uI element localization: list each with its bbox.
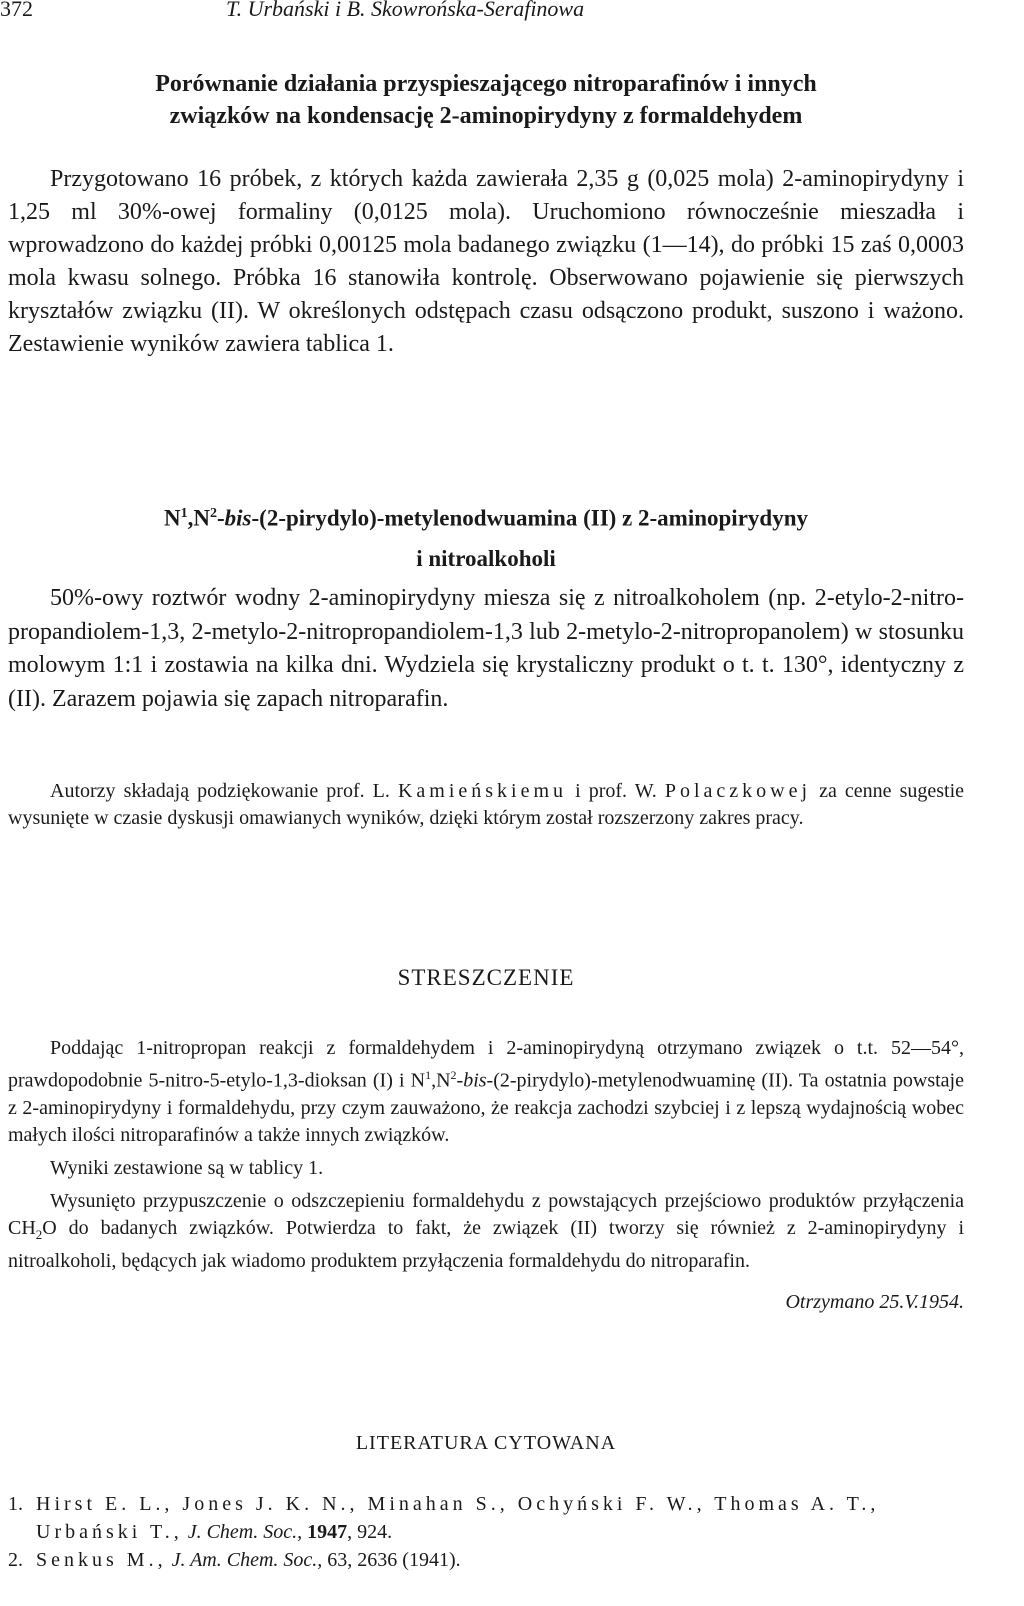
section2-title-line2: i nitroalkoholi bbox=[416, 545, 556, 571]
section2-body bbox=[8, 582, 964, 716]
reference-pages: 63, 2636 (1941). bbox=[327, 1549, 461, 1571]
title-rest: -(2-pirydylo)-metylenodwuamina (II) z 2-aminopirydyny bbox=[251, 505, 808, 531]
page-number: 372 bbox=[0, 0, 33, 21]
section2-paragraph: 50%-owy roztwór wodny 2-aminopirydyny miesza się z nitroalkoholem (np. 2-etylo-2-nitro-propandiolem-1,3, 2-metylo-2-nitropropandiolem-1,3 lub 2-metylo-2-nitropropanolem) w stosunku molowym 1:1 i zostawia na kilka dni. Wydziela się krystaliczny produkt o t. t. 130°, identyczny z (II). Zarazem pojawia się zapach nitroparafin. bbox=[8, 585, 964, 712]
summary-p2: Wyniki zestawione są w tablicy 1. bbox=[50, 1156, 324, 1179]
title-n1: N bbox=[164, 505, 181, 531]
running-title: T. Urbański i B. Skowrońska-Serafinowa bbox=[226, 0, 585, 21]
ack-pre: Autorzy składają podziękowanie prof. L. bbox=[50, 780, 398, 802]
reference-year: 1947 bbox=[307, 1521, 348, 1543]
summary-p3-a: Wysunięto przypuszczenie o odszczepieniu formaldehydu z powstających przejściowo produktów przyłączenia CH bbox=[8, 1189, 964, 1239]
received-date: Otrzymano 25.V.1954. bbox=[785, 1290, 964, 1313]
title-bis: bis bbox=[224, 505, 252, 531]
summary-p1-b: ,N bbox=[431, 1069, 451, 1092]
reference-1 bbox=[8, 1490, 964, 1546]
summary-p1-sup2: 2 bbox=[450, 1068, 457, 1082]
title-sup2: 2 bbox=[210, 506, 217, 521]
ack-post: za cenne sugestie wysunięte w czasie dyskusji omawianych wyników, dzięki którym został rozszerzony zakres pracy. bbox=[8, 780, 964, 829]
summary-p3-sub: 2 bbox=[35, 1226, 43, 1242]
reference-journal: J. Am. Chem. Soc., bbox=[171, 1549, 323, 1571]
summary-p1-sup1: 1 bbox=[425, 1068, 432, 1082]
section1-paragraph: Przygotowano 16 próbek, z których każda zawierała 2,35 g (0,025 mola) 2-aminopirydyny i 1,25 ml 30%-owej formaliny (0,0125 mola). Uruchomiono równocześnie mieszadła i wprowadzono do każdej próbki 0,00125 mola badanego związku (1—14), do próbki 15 zaś 0,0003 mola kwasu solnego. Próbka 16 stanowiła kontrolę. Obserwowano pojawienie się pierwszych kryształów związku (II). W określonych odstępach czasu odsączono produkt, suszono i ważono. Zestawienie wyników zawiera tablica 1. bbox=[8, 166, 964, 357]
references bbox=[8, 1490, 964, 1574]
reference-authors: Hirst E. L., Jones J. K. N., Minahan S., Ochyński F. W., Thomas A. T., Urbański T., bbox=[36, 1493, 880, 1543]
section2-title-line1 bbox=[8, 494, 964, 539]
title-sup1: 1 bbox=[180, 506, 188, 521]
running-header bbox=[0, 0, 1000, 24]
summary-p1-c: - bbox=[456, 1069, 464, 1092]
summary-p1-d: -(2-pirydylo)-metylenodwuaminę (II). Ta ostatnia powstaje z 2-aminopirydyny i formaldehydu, przy czym zauważono, że reakcja zachodzi szybciej i z lepszą wydajnością wobec małych ilości nitroparafinów a także innych związków. bbox=[8, 1069, 964, 1146]
reference-pages: , 924. bbox=[347, 1521, 393, 1543]
summary-body bbox=[8, 1035, 964, 1316]
ack-paragraph bbox=[8, 778, 964, 832]
summary-p3 bbox=[8, 1188, 964, 1275]
ack-name1: Kamieńskiemu bbox=[397, 780, 568, 802]
reference-authors: Senkus M., bbox=[36, 1549, 167, 1571]
reference-2 bbox=[8, 1546, 964, 1574]
summary-p3-b: O do badanych związków. Potwierdza to fakt, że związek (II) tworzy się również z 2-aminopirydyny i nitroalkoholi, będących jak wiadomo produktem przyłączenia formaldehydu do nitroparafin. bbox=[8, 1216, 964, 1272]
summary-heading: STRESZCZENIE bbox=[397, 965, 575, 990]
reference-journal: J. Chem. Soc., bbox=[187, 1521, 303, 1543]
title-dash: - bbox=[217, 505, 225, 531]
reference-number: 1. bbox=[8, 1493, 23, 1515]
summary-p1-bis: bis bbox=[463, 1069, 487, 1092]
summary-p1-a: Poddając 1-nitropropan reakcji z formaldehydem i 2-aminopirydyną otrzymano związek o t.t. 52—54°, prawdopodobnie 5-nitro-5-etylo-1,3-dioksan (I) i N bbox=[8, 1037, 964, 1092]
title-n2: ,N bbox=[187, 505, 210, 531]
section1-title-line1: Porównanie działania przyspieszającego nitroparafinów i innych bbox=[155, 71, 817, 97]
ack-mid: i prof. W. bbox=[567, 780, 665, 802]
acknowledgement bbox=[8, 778, 964, 832]
section1-title-line2: związków na kondensację 2-aminopirydyny z formaldehydem bbox=[169, 103, 803, 129]
summary-p1 bbox=[8, 1035, 964, 1149]
reference-number: 2. bbox=[8, 1549, 23, 1571]
ack-name2: Polaczkowej bbox=[664, 780, 812, 802]
section1-title bbox=[8, 68, 964, 132]
section1-body bbox=[8, 163, 964, 361]
literature-heading: LITERATURA CYTOWANA bbox=[355, 1432, 617, 1454]
section2-title bbox=[8, 494, 964, 579]
